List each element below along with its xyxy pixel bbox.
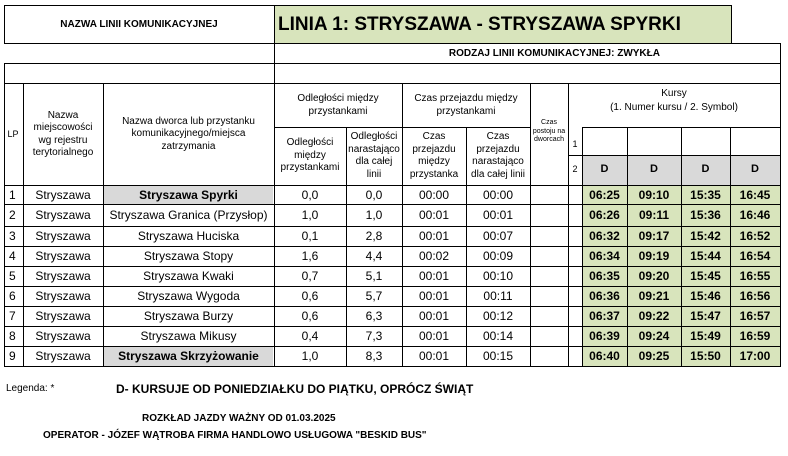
col-distance-group: Odległości między przystankami	[297, 93, 379, 117]
symbol-3: D	[701, 163, 710, 176]
cell-departure-time: 06:25	[589, 187, 620, 202]
cell-distance-cumulative: 5,1	[365, 269, 383, 283]
line-name-label: NAZWA LINII KOMUNIKACYJNEJ	[60, 18, 218, 30]
col-courses-title: Kursy	[661, 87, 687, 99]
cell-time-cumulative: 00:09	[482, 249, 514, 263]
cell-departure-time: 15:36	[690, 208, 721, 222]
cell-distance-cumulative: 8,3	[365, 349, 383, 363]
cell-departure-time: 15:47	[690, 309, 721, 323]
cell-lp: 4	[9, 249, 16, 263]
cell-lp: 9	[9, 349, 16, 363]
cell-distance: 0,6	[301, 309, 319, 323]
cell-departure-time: 09:25	[638, 349, 670, 363]
col-stop-time: Czas postoju na dworcach	[532, 118, 566, 144]
symbol-1: D	[600, 163, 609, 176]
cell-distance-cumulative: 7,3	[365, 329, 383, 343]
cell-distance: 0,0	[301, 187, 319, 202]
cell-stop-name: Stryszawa Stopy	[143, 249, 234, 263]
cell-departure-time: 16:59	[739, 329, 771, 343]
cell-time: 00:01	[418, 349, 450, 363]
cell-lp: 1	[9, 187, 16, 202]
cell-departure-time: 16:57	[739, 309, 771, 323]
cell-locality: Stryszawa	[35, 289, 91, 303]
cell-departure-time: 06:39	[589, 329, 620, 343]
cell-departure-time: 15:45	[690, 269, 721, 283]
cell-departure-time: 09:19	[638, 249, 670, 263]
cell-departure-time: 16:56	[739, 289, 771, 303]
cell-time-cumulative: 00:11	[483, 289, 513, 303]
legend-label: Legenda: *	[6, 383, 55, 394]
cell-distance: 0,1	[301, 229, 319, 243]
cell-stop-name: Stryszawa Spyrki	[139, 187, 238, 202]
cell-distance: 1,0	[301, 349, 319, 363]
cell-departure-time: 09:11	[638, 208, 670, 222]
cell-distance: 0,7	[301, 269, 319, 283]
cell-locality: Stryszawa	[35, 229, 91, 243]
cell-departure-time: 15:50	[690, 349, 721, 363]
col-distance-cumulative: Odległości narastająco dla całej linii	[348, 131, 400, 180]
cell-stop-name: Stryszawa Granica (Przysłop)	[109, 208, 268, 222]
col-lp: LP	[7, 128, 19, 139]
col-time-group: Czas przejazdu między przystankami	[414, 93, 518, 117]
cell-time: 00:01	[418, 269, 450, 283]
cell-time-cumulative: 00:10	[482, 269, 514, 283]
cell-locality: Stryszawa	[35, 269, 91, 283]
cell-locality: Stryszawa	[35, 249, 91, 263]
cell-distance-cumulative: 6,3	[365, 309, 383, 323]
cell-time-cumulative: 00:01	[482, 208, 514, 222]
cell-time-cumulative: 00:07	[482, 229, 514, 243]
col-locality: Nazwa miejscowości wg rejestru terytorialnego	[32, 109, 94, 158]
cell-departure-time: 17:00	[739, 349, 771, 363]
cell-departure-time: 16:45	[739, 187, 771, 202]
cell-distance: 1,0	[301, 208, 319, 222]
cell-stop-name: Stryszawa Kwaki	[143, 269, 234, 283]
cell-time: 00:00	[418, 187, 450, 202]
cell-lp: 3	[9, 229, 16, 243]
cell-time: 00:01	[418, 208, 450, 222]
cell-lp: 8	[9, 329, 16, 343]
cell-locality: Stryszawa	[35, 187, 91, 202]
line-type: RODZAJ LINII KOMUNIKACYJNEJ: ZWYKŁA	[448, 47, 660, 59]
cell-locality: Stryszawa	[35, 349, 91, 363]
col-distance-between: Odległości między przystankami	[280, 137, 340, 174]
cell-departure-time: 06:40	[589, 349, 620, 363]
cell-departure-time: 16:54	[739, 249, 771, 263]
cell-departure-time: 15:49	[690, 329, 721, 343]
cell-departure-time: 09:17	[638, 229, 670, 243]
cell-distance-cumulative: 4,4	[365, 249, 383, 263]
cell-stop-name: Stryszawa Wygoda	[137, 289, 240, 303]
cell-departure-time: 09:24	[638, 329, 670, 343]
cell-time-cumulative: 00:12	[482, 309, 514, 323]
cell-departure-time: 09:10	[638, 187, 670, 202]
operator: OPERATOR - JÓZEF WĄTROBA FIRMA HANDLOWO USŁUGOWA "BESKID BUS"	[43, 430, 427, 441]
cell-locality: Stryszawa	[35, 329, 91, 343]
cell-distance-cumulative: 2,8	[365, 229, 383, 243]
cell-distance: 0,4	[301, 329, 319, 343]
cell-departure-time: 09:22	[638, 309, 670, 323]
col-time-cumulative: Czas przejazdu narastająco dla całej linii	[471, 131, 525, 180]
cell-departure-time: 15:35	[690, 187, 721, 202]
valid-from: ROZKŁAD JAZDY WAŻNY OD 01.03.2025	[142, 413, 336, 424]
col-stop-name: Nazwa dworca lub przystanku komunikacyjnego/miejsca zatrzymania	[122, 115, 255, 152]
cell-departure-time: 06:37	[589, 309, 620, 323]
cell-lp: 2	[9, 208, 16, 222]
cell-time: 00:01	[418, 229, 450, 243]
cell-lp: 6	[9, 289, 16, 303]
cell-time-cumulative: 00:15	[482, 349, 514, 363]
cell-time: 00:01	[418, 309, 450, 323]
cell-stop-name: Stryszawa Mikusy	[140, 329, 237, 343]
cell-time: 00:01	[418, 289, 450, 303]
cell-time: 00:01	[418, 329, 450, 343]
cell-distance-cumulative: 0,0	[365, 187, 383, 202]
cell-distance: 1,6	[301, 249, 319, 263]
cell-departure-time: 15:46	[690, 289, 721, 303]
col-stop-time-2: 2	[572, 164, 578, 175]
cell-departure-time: 16:55	[739, 269, 771, 283]
cell-distance: 0,6	[301, 289, 319, 303]
cell-locality: Stryszawa	[35, 309, 91, 323]
cell-distance-cumulative: 1,0	[365, 208, 383, 222]
cell-lp: 5	[9, 269, 16, 283]
legend-text: D- KURSUJE OD PONIEDZIAŁKU DO PIĄTKU, OPRÓCZ ŚWIĄT	[116, 382, 474, 396]
cell-departure-time: 09:20	[638, 269, 670, 283]
cell-stop-name: Stryszawa Skrzyżowanie	[118, 349, 259, 363]
col-courses-sub: (1. Numer kursu / 2. Symbol)	[610, 101, 738, 113]
cell-locality: Stryszawa	[35, 208, 91, 222]
cell-departure-time: 06:26	[589, 208, 620, 222]
cell-departure-time: 15:44	[690, 249, 721, 263]
cell-departure-time: 06:36	[589, 289, 620, 303]
cell-lp: 7	[9, 309, 16, 323]
cell-stop-name: Stryszawa Burzy	[143, 309, 234, 323]
cell-departure-time: 06:35	[589, 269, 620, 283]
cell-departure-time: 16:52	[739, 229, 771, 243]
line-title: LINIA 1: STRYSZAWA - STRYSZAWA SPYRKI	[278, 13, 681, 35]
cell-time-cumulative: 00:00	[482, 187, 514, 202]
cell-departure-time: 16:46	[739, 208, 771, 222]
cell-time: 00:02	[418, 249, 450, 263]
cell-departure-time: 09:21	[638, 289, 670, 303]
cell-departure-time: 06:32	[589, 229, 620, 243]
cell-distance-cumulative: 5,7	[365, 289, 383, 303]
cell-stop-name: Stryszawa Huciska	[137, 229, 240, 243]
col-time-between: Czas przejazdu między przystanka	[409, 131, 459, 180]
symbol-4: D	[751, 163, 759, 176]
cell-departure-time: 06:34	[589, 249, 620, 263]
symbol-2: D	[650, 163, 658, 176]
col-stop-time-1: 1	[572, 139, 578, 150]
cell-time-cumulative: 00:14	[482, 329, 514, 343]
cell-departure-time: 15:42	[690, 229, 721, 243]
